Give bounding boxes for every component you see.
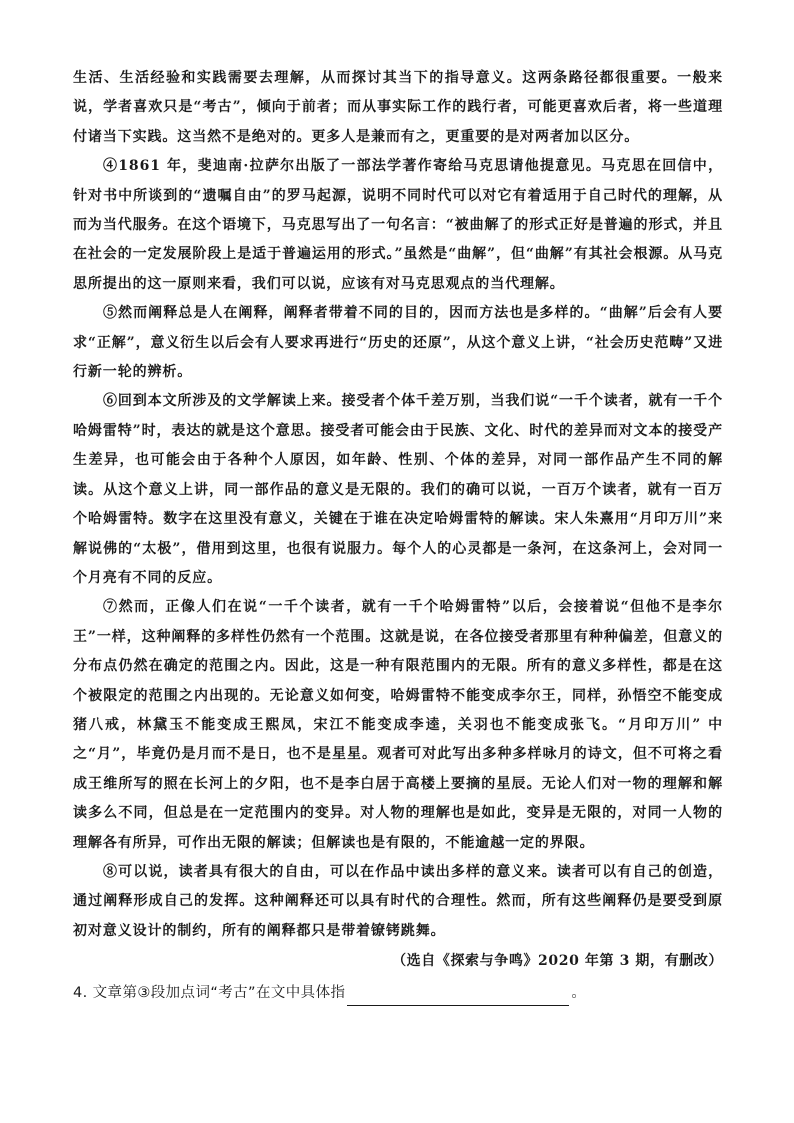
question-end-punct: 。 [571,985,587,1002]
paragraph-continued: 生活、生活经验和实践需要去理解，从而探讨其当下的指导意义。这两条路径都很重要。一般来说，学者喜欢只是“考古”，倾向于前者；而从事实际工作的践行者，可能更喜欢后者，将一些道理付诸当下实践。这当然不是绝对的。更多人是兼而有之，更重要的是对两者加以区分。 [73,70,723,145]
question-prompt: 4. 文章第③段加点词“考古”在文中具体指 [73,985,346,1002]
paragraph-6: ⑥回到本文所涉及的文学解读上来。接受者个体千差万别，当我们说“一千个读者，就有一千个哈姆雷特”时，表达的就是这个意思。接受者可能会由于民族、文化、时代的差异而对文本的接受产生差异，也可能会由于各种个人原因，如年龄、性别、个体的差异，对同一部作品产生不同的解读。从这个意义上讲，同一部作品的意义是无限的。我们的确可以说，一百万个读者，就有一百万个哈姆雷特。数字在这里没有意义，关键在于谁在决定哈姆雷特的解读。宋人朱熹用“月印万川”来解说佛的“太极”，借用到这里，也很有说服力。每个人的心灵都是一条河，在这条河上，会对同一个月亮有不同的反应。 [73,393,723,586]
answer-blank[interactable] [347,987,569,1006]
paragraph-4: ④1861 年，斐迪南·拉萨尔出版了一部法学著作寄给马克思请他提意见。马克思在回信中，针对书中所谈到的“遗嘱自由”的罗马起源，说明不同时代可以对它有着适用于自己时代的理解，从而为当代服务。在这个语境下，马克思写出了一句名言：“被曲解了的形式正好是普遍的形式，并且在社会的一定发展阶段上是适于普遍运用的形式。”虽然是“曲解”，但“曲解”有其社会根源。从马克思所提出的这一原则来看，我们可以说，应该有对马克思观点的当代理解。 [73,158,723,292]
question-4 [73,980,723,1006]
source-citation: （选自《探索与争鸣》2020 年第 3 期，有删改） [392,953,723,970]
paragraph-7: ⑦然而，正像人们在说“一千个读者，就有一千个哈姆雷特”以后，会接着说“但他不是李尔王”一样，这种阐释的多样性仍然有一个范围。这就是说，在各位接受者那里有种种偏差，但意义的分布点仍然在确定的范围之内。因此，这是一种有限范围内的无限。所有的意义多样性，都是在这个被限定的范围之内出现的。无论意义如何变，哈姆雷特不能变成李尔王，同样，孙悟空不能变成猪八戒，林黛玉不能变成王熙凤，宋江不能变成李逵，关羽也不能变成张飞。“月印万川” 中之“月”，毕竟仍是月而不是日，也不是星星。观者可对此写出多种多样咏月的诗文，但不可将之看成王维所写的照在长河上的夕阳，也不是李白居于高楼上要摘的星辰。无论人们对一物的理解和解读多么不同，但总是在一定范围内的变异。对人物的理解也是如此，变异是无限的，对同一人物的理解各有所异，可作出无限的解读；但解读也是有限的，不能逾越一定的界限。 [73,599,723,851]
document-page [73,64,723,1006]
paragraph-5: ⑤然而阐释总是人在阐释，阐释者带着不同的目的，因而方法也是多样的。“曲解”后会有人要求“正解”，意义衍生以后会有人要求再进行“历史的还原”，从这个意义上讲，“社会历史范畴”又进行新一轮的辨析。 [73,305,723,381]
paragraph-8: ⑧可以说，读者具有很大的自由，可以在作品中读出多样的意义来。读者可以有自己的创造，通过阐释形成自己的发挥。这种阐释还可以具有时代的合理性。然而，所有这些阐释仍是要受到原初对意义设计的制约，所有的阐释都只是带着镣铐跳舞。 [73,863,723,939]
